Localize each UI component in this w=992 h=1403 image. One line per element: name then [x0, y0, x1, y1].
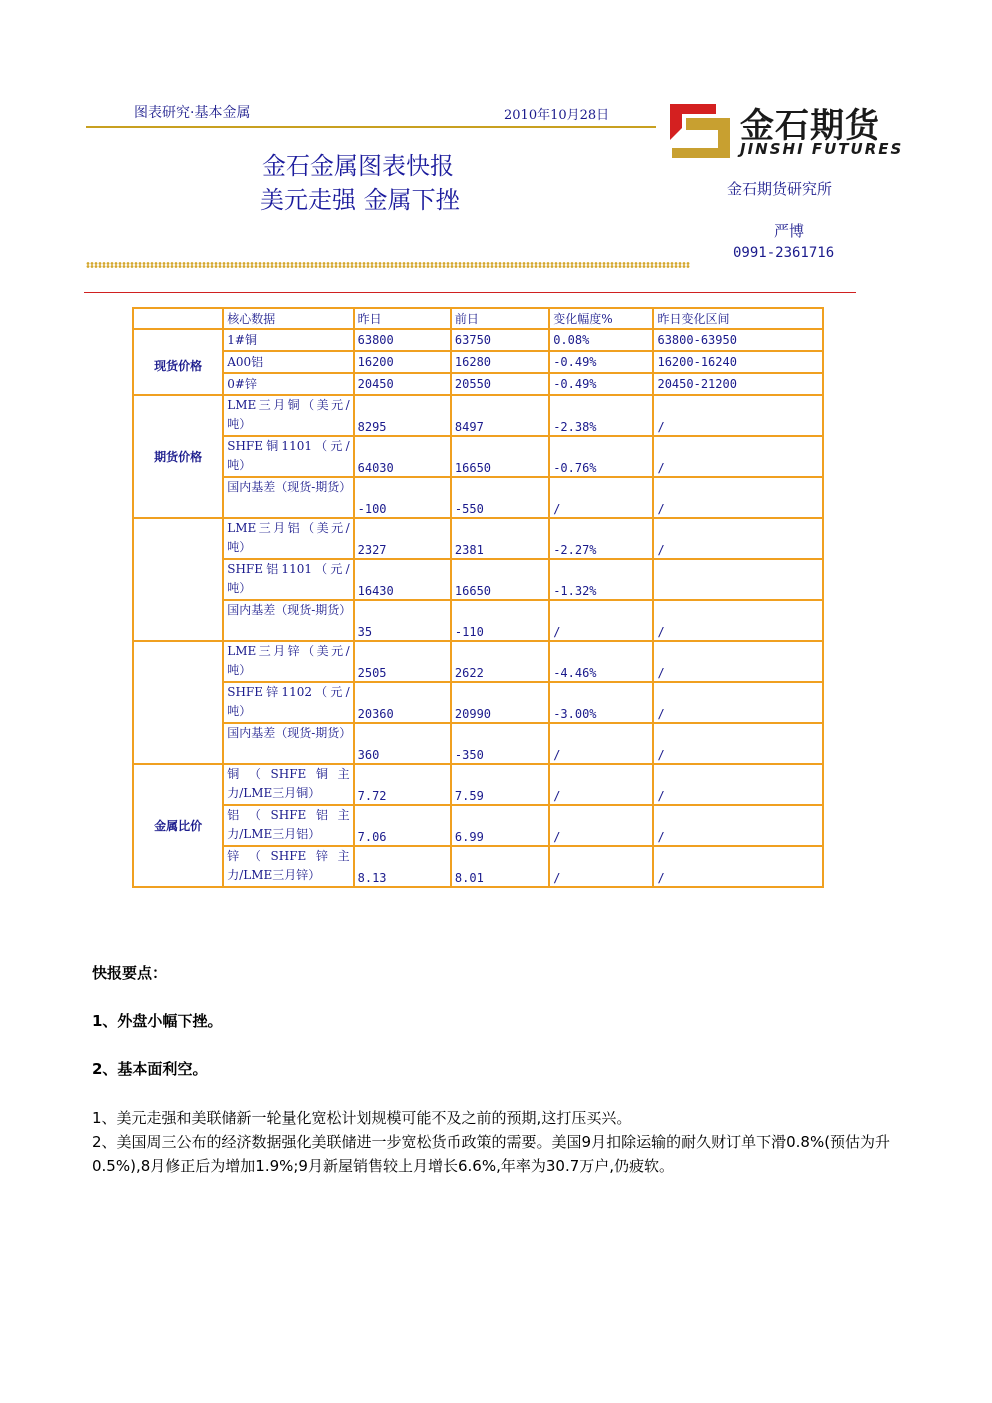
value-cell: / [549, 723, 653, 764]
table-row [133, 351, 823, 373]
row-label-cell: SHFE锌1102（元/吨） [223, 682, 353, 723]
dotted-divider [86, 262, 690, 268]
table-row [133, 373, 823, 395]
logo-english-name: JINSHI FUTURES [740, 140, 904, 158]
value-cell: 2505 [354, 641, 451, 682]
value-cell: 360 [354, 723, 451, 764]
row-label-cell: 国内基差（现货-期货） [223, 600, 353, 641]
table-row [133, 682, 823, 723]
value-cell: -2.38% [549, 395, 653, 436]
row-label-cell: 国内基差（现货-期货） [223, 723, 353, 764]
point-1: 1、外盘小幅下挫。 [92, 1012, 223, 1030]
row-label-cell: LME三月铝（美元/吨） [223, 518, 353, 559]
report-title: 金石金属图表快报 [262, 152, 454, 180]
body-paragraph-1: 1、美元走强和美联储新一轮量化宽松计划规模可能不及之前的预期,这打压买兴。 [92, 1109, 632, 1127]
company-logo [668, 98, 904, 160]
table-row [133, 559, 823, 600]
value-cell [653, 559, 823, 600]
value-cell: / [653, 723, 823, 764]
value-cell: -350 [451, 723, 549, 764]
value-cell: / [549, 846, 653, 887]
value-cell: 63800-63950 [653, 329, 823, 351]
value-cell: -550 [451, 477, 549, 518]
value-cell: 7.06 [354, 805, 451, 846]
value-cell: 8497 [451, 395, 549, 436]
table-row [133, 329, 823, 351]
body-text [92, 1106, 908, 1178]
value-cell: / [653, 682, 823, 723]
logo-chinese-name: 金石期货 [740, 106, 880, 146]
value-cell: / [653, 805, 823, 846]
value-cell: 8.01 [451, 846, 549, 887]
table-row [133, 846, 823, 887]
category-cell: 金属比价 [133, 764, 223, 887]
value-cell: / [653, 846, 823, 887]
row-label-cell: 0#锌 [223, 373, 353, 395]
table-header-cell: 核心数据 [223, 308, 353, 329]
category-cell: 现货价格 [133, 329, 223, 395]
table-header-cell: 变化幅度% [549, 308, 653, 329]
value-cell: 16430 [354, 559, 451, 600]
value-cell: 20550 [451, 373, 549, 395]
value-cell: / [549, 805, 653, 846]
table-row [133, 641, 823, 682]
value-cell: / [549, 600, 653, 641]
row-label-cell: 国内基差（现货-期货） [223, 477, 353, 518]
value-cell: -0.49% [549, 373, 653, 395]
row-label-cell: SHFE铝1101（元/吨） [223, 559, 353, 600]
row-label-cell: 锌（SHFE锌主力/LME三月锌） [223, 846, 353, 887]
table-header-cell: 前日 [451, 308, 549, 329]
value-cell: -100 [354, 477, 451, 518]
value-cell: 6.99 [451, 805, 549, 846]
table-row [133, 436, 823, 477]
value-cell: 20450-21200 [653, 373, 823, 395]
row-label-cell: SHFE铜1101（元/吨） [223, 436, 353, 477]
value-cell: 16280 [451, 351, 549, 373]
body-paragraph-2: 2、美国周三公布的经济数据强化美联储进一步宽松货币政策的需要。美国9月扣除运输的耐久财订单下滑0.8%(预估为升0.5%),8月修正后为增加1.9%;9月新屋销售较上月增长6.6%,年率为30.7万户,仍疲软。 [92, 1133, 891, 1175]
table-row [133, 477, 823, 518]
institute-name: 金石期货研究所 [727, 180, 833, 198]
value-cell: 20450 [354, 373, 451, 395]
table-header-cell: 昨日变化区间 [653, 308, 823, 329]
value-cell: 2622 [451, 641, 549, 682]
value-cell: 64030 [354, 436, 451, 477]
value-cell: -4.46% [549, 641, 653, 682]
point-2: 2、基本面利空。 [92, 1060, 208, 1078]
report-subtitle: 美元走强 金属下挫 [260, 186, 460, 214]
header-date: 2010年10月28日 [504, 108, 610, 123]
author-name: 严博 [774, 222, 805, 240]
table-header-row [133, 308, 823, 329]
value-cell: 2381 [451, 518, 549, 559]
value-cell: -0.76% [549, 436, 653, 477]
value-cell: 20990 [451, 682, 549, 723]
value-cell: -0.49% [549, 351, 653, 373]
value-cell: / [653, 600, 823, 641]
value-cell: -1.32% [549, 559, 653, 600]
value-cell: 16200-16240 [653, 351, 823, 373]
value-cell: 16650 [451, 436, 549, 477]
points-heading: 快报要点： [92, 964, 168, 982]
red-divider [84, 292, 856, 293]
header-rule [86, 126, 656, 128]
value-cell: -3.00% [549, 682, 653, 723]
table-row [133, 395, 823, 436]
category-cell [133, 641, 223, 764]
table-row [133, 518, 823, 559]
value-cell: 8295 [354, 395, 451, 436]
row-label-cell: 1#铜 [223, 329, 353, 351]
table-row [133, 764, 823, 805]
row-label-cell: LME三月铜（美元/吨） [223, 395, 353, 436]
logo-mark-icon [668, 100, 732, 158]
row-label-cell: A00铝 [223, 351, 353, 373]
row-label-cell: 铝（SHFE铝主力/LME三月铝） [223, 805, 353, 846]
core-data-table [132, 307, 824, 888]
value-cell: / [653, 764, 823, 805]
value-cell: / [653, 641, 823, 682]
value-cell: 63750 [451, 329, 549, 351]
value-cell: 63800 [354, 329, 451, 351]
value-cell: 35 [354, 600, 451, 641]
row-label-cell: LME三月锌（美元/吨） [223, 641, 353, 682]
value-cell: -2.27% [549, 518, 653, 559]
author-phone: 0991-2361716 [733, 245, 835, 261]
value-cell: 16200 [354, 351, 451, 373]
value-cell: 7.72 [354, 764, 451, 805]
row-label-cell: 铜（SHFE铜主力/LME三月铜） [223, 764, 353, 805]
table-row [133, 805, 823, 846]
value-cell: / [653, 477, 823, 518]
value-cell: / [653, 395, 823, 436]
value-cell: 8.13 [354, 846, 451, 887]
category-cell [133, 518, 223, 641]
value-cell: 0.08% [549, 329, 653, 351]
value-cell: 16650 [451, 559, 549, 600]
value-cell: 20360 [354, 682, 451, 723]
value-cell: / [653, 518, 823, 559]
table-header-cell: 昨日 [354, 308, 451, 329]
value-cell: / [549, 477, 653, 518]
category-cell: 期货价格 [133, 395, 223, 518]
value-cell: / [549, 764, 653, 805]
header-section: 图表研究·基本金属 [134, 105, 251, 121]
value-cell: 7.59 [451, 764, 549, 805]
table-header-blank [133, 308, 223, 329]
table-row [133, 600, 823, 641]
table-row [133, 723, 823, 764]
value-cell: / [653, 436, 823, 477]
value-cell: 2327 [354, 518, 451, 559]
value-cell: -110 [451, 600, 549, 641]
